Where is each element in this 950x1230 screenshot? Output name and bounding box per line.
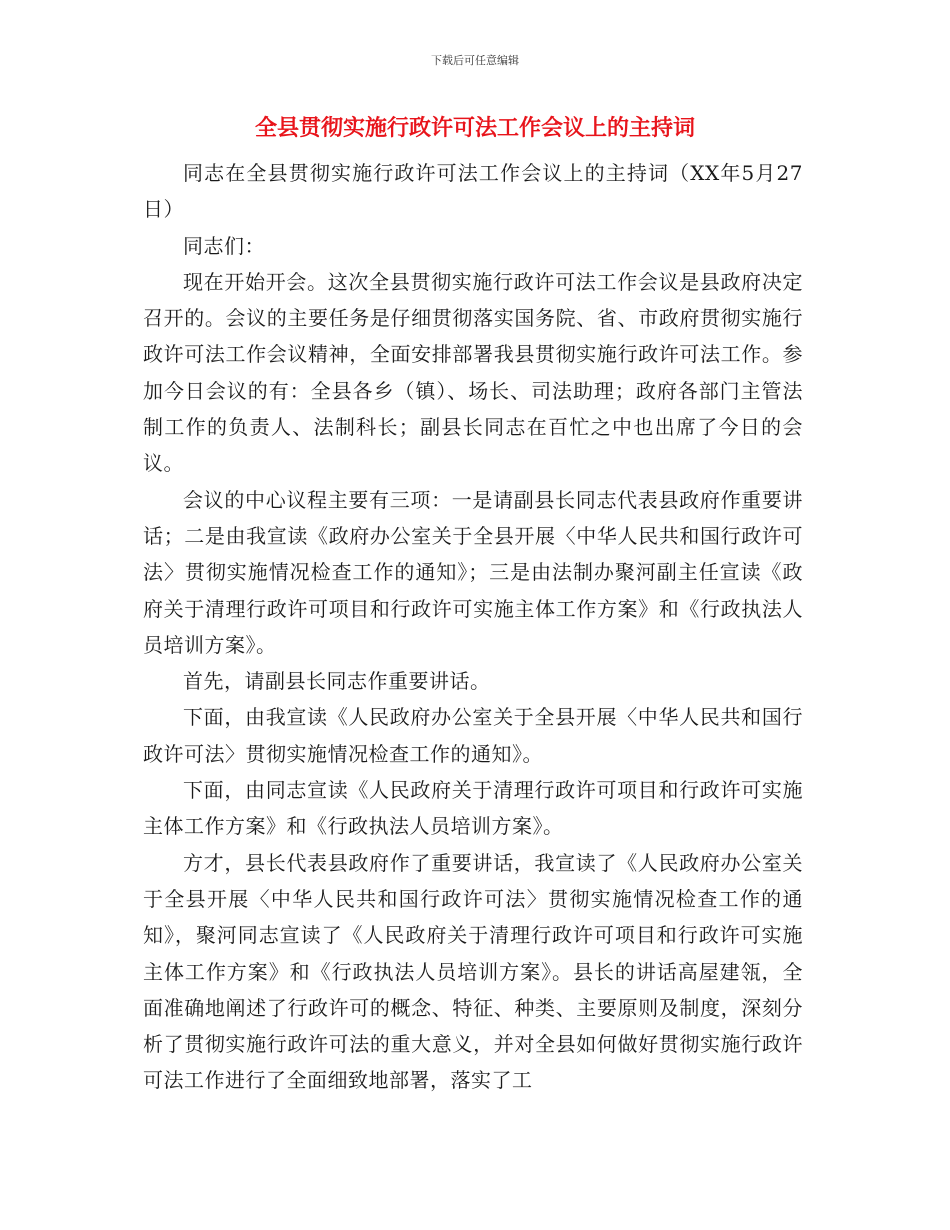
paragraph-first-speech: 首先，请副县长同志作重要讲话。 <box>183 669 491 694</box>
paragraph-reading-plan: 下面，由同志宣读《人民政府关于清理行政许可项目和行政许可实施主体工作方案》和《行政执法人员培训方案》。 <box>143 778 803 839</box>
paragraph-summary: 方才，县长代表县政府作了重要讲话，我宣读了《人民政府办公室关于全县开展〈中华人民共和国行政许可法〉贯彻实施情况检查工作的通知》，聚河同志宣读了《人民政府关于清理行政许可项目和行政许可实施主体工作方案》和《行政执法人员培训方案》。县长的讲话高屋建瓴，全面准确地阐述了行政许可的概念、特征、种类、主要原则及制度，深刻分析了贯彻实施行政许可法的重大意义，并对全县如何做好贯彻实施行政许可法工作进行了全面细致地部署，落实了工 <box>143 850 803 1093</box>
document-body <box>143 155 803 1099</box>
download-note: 下载后可任意编辑 <box>431 54 519 67</box>
paragraph-opening: 现在开始开会。这次全县贯彻实施行政许可法工作会议是县政府决定召开的。会议的主要任务是仔细贯彻落实国务院、省、市政府贯彻实施行政许可法工作会议精神，全面安排部署我县贯彻实施行政许可法工作。参加今日会议的有：全县各乡（镇）、场长、司法助理；政府各部门主管法制工作的负责人、法制科长；副县长同志在百忙之中也出席了今日的会议。 <box>143 269 803 476</box>
paragraph-agenda: 会议的中心议程主要有三项：一是请副县长同志代表县政府作重要讲话；二是由我宣读《政府办公室关于全县开展〈中华人民共和国行政许可法〉贯彻实施情况检查工作的通知》；三是由法制办聚河副主任宣读《政府关于清理行政许可项目和行政许可实施主体工作方案》和《行政执法人员培训方案》。 <box>143 487 803 657</box>
paragraph-greeting: 同志们： <box>183 233 265 258</box>
document-title: 全县贯彻实施行政许可法工作会议上的主持词 <box>254 116 695 141</box>
paragraph-intro: 同志在全县贯彻实施行政许可法工作会议上的主持词（XX年5月27日） <box>143 161 803 222</box>
paragraph-reading-notice: 下面，由我宣读《人民政府办公室关于全县开展〈中华人民共和国行政许可法〉贯彻实施情况检查工作的通知》。 <box>143 705 803 766</box>
